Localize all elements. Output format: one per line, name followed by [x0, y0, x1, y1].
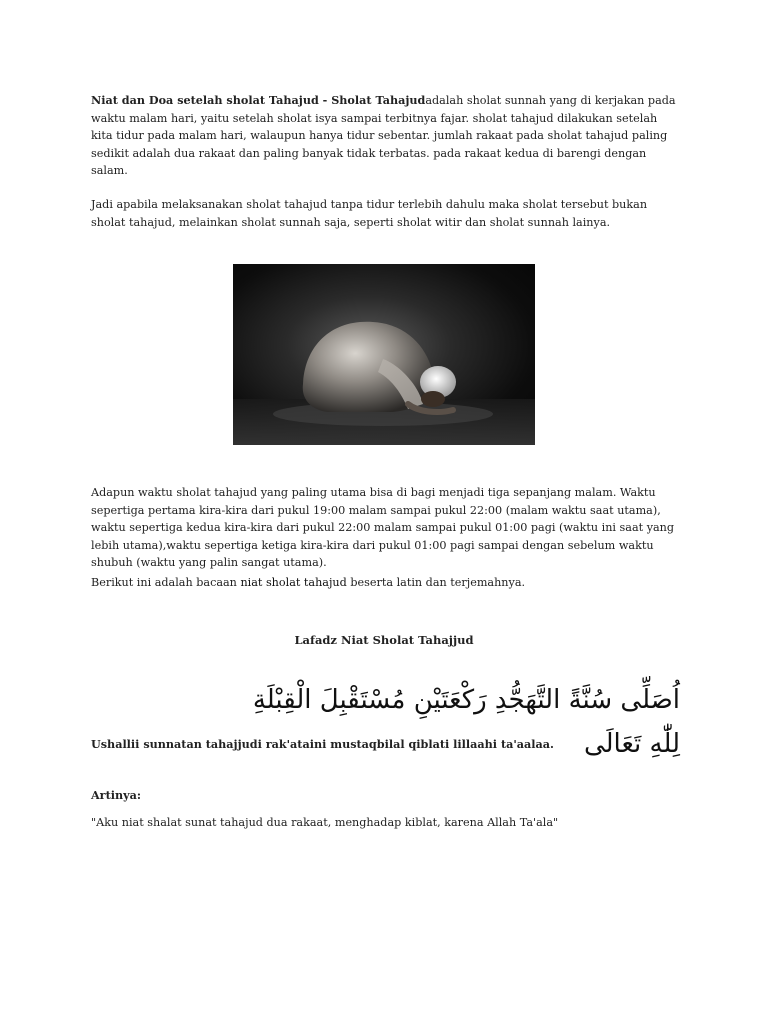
bacaan-intro — [91, 574, 681, 592]
bacaan-after: beserta latin dan terjemahnya. — [346, 576, 526, 589]
waktu-paragraph: Adapun waktu sholat tahajud yang paling utama bisa di bagi menjadi tiga sepanjang malam. Waktu sepertiga pertama kira-kira dari pukul 19:00 malam sampai pukul 22:00 (malam waktu saat utama), waktu sepertiga kedua kira-kira dari pukul 22:00 malam sampai pukul 01:00 pagi (waktu ini saat yang lebih utama),waktu sepertiga ketiga kira-kira dari pukul 01:00 pagi sampai dengan sebelum waktu shubuh (waktu yang palin sangat utama). — [91, 486, 675, 570]
lafadz-heading: Lafadz Niat Sholat Tahajjud — [294, 633, 474, 647]
arabic-niat-text: اُصَلِّى سُنَّةً التَّهَجُّدِ رَكْعَتَيْنِ مُسْتَقْبِلَ الْقِبْلَةِ لِلّٰهِ تَعَالَى — [252, 685, 680, 759]
intro-paragraph — [91, 92, 681, 180]
prayer-photo — [233, 264, 535, 445]
second-paragraph: Jadi apabila melaksanakan sholat tahajud tanpa tidur terlebih dahulu maka sholat tersebut bukan sholat tahajud, melainkan sholat sunnah saja, seperti sholat witir dan sholat sunnah lainya. — [91, 198, 648, 229]
niat-link[interactable]: niat sholat tahajud — [240, 576, 347, 589]
bacaan-before: Berikut ini adalah bacaan — [91, 576, 241, 589]
translation-text: "Aku niat shalat sunat tahajud dua rakaat, menghadap kiblat, karena Allah Ta'ala" — [91, 816, 559, 829]
intro-text: adalah sholat sunnah yang di kerjakan pada waktu malam hari, yaitu setelah sholat isya sampai terbitnya fajar. sholat tahajud dilakukan setelah kita tidur pada malam hari, walaupun hanya tidur sebentar. jumlah rakaat pada sholat tahajud paling sedikit adalah dua rakaat dan paling banyak tidak terbatas. pada rakaat kedua di barengi dengan salam. — [91, 94, 676, 178]
prostrating-man-image — [233, 264, 535, 445]
latin-transliteration: Ushallii sunnatan tahajjudi rak'ataini mustaqbilal qiblati lillaahi ta'aalaa. — [91, 737, 554, 751]
intro-bold-title: Niat dan Doa setelah sholat Tahajud - Sholat Tahajud — [91, 93, 426, 107]
artinya-label: Artinya: — [91, 788, 142, 802]
